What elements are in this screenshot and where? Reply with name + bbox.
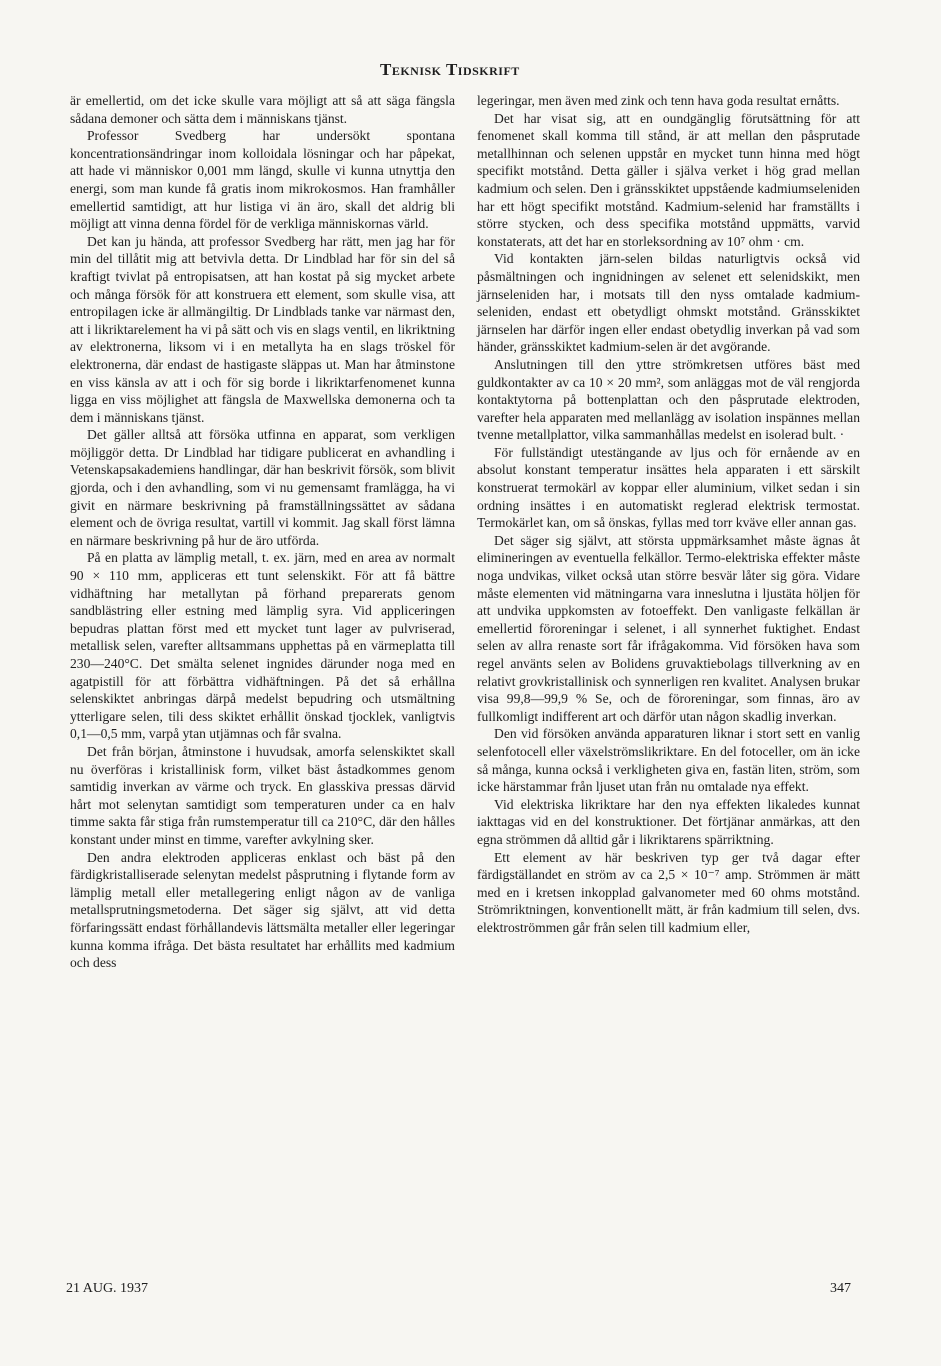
paragraph: Det gäller alltså att försöka utfinna en apparat, som verkligen möjliggör detta. Dr Lindblad har tidigare publicerat en avhandling i Vetenskapsakademiens handlingar, där han beskrivit försök, som blivit gjorda, och i den avhandling, som vi nu gemensamt framlägga, ha vi givit en närmare beskrivning på framställningssättet av sådana element och de övriga resultat, vartill vi kommit. Jag skall först lämna en närmare beskrivning på hur de äro utförda. (70, 427, 455, 548)
paragraph: Det har visat sig, att en oundgänglig förutsättning för att fenomenet skall komma till stånd, är att mellan den påsprutade metallhinnan och selenen uppstår en mycket tunn hinna med högt specifikt motstånd. Detta gäller i själva verket i hög grad mellan kadmium och selen. Den i gränsskiktet uppstående kadmiumseleniden har ett högt specifikt motstånd. Kadmium-selenid har framställts i större stycken, och dess specifika motstånd uppmätts, varvid konstaterats, att det har en storleksordning av 10⁷ ohm · cm. (477, 110, 860, 249)
paragraph: Ett element av här beskriven typ ger två dagar efter färdigställandet en ström av ca 2,5 × 10⁻⁷ amp. Strömmen är mätt med en i kretsen inkopplad galvanometer med 60 ohms motstånd. Strömriktningen, konventionellt mätt, är från kadmium till selen, dvs. elektroströmmen går från selen till kadmium eller, (477, 849, 860, 935)
paragraph: Anslutningen till den yttre strömkretsen utföres bäst med guldkontakter av ca 10 × 20 mm², som anläggas mot de väl rengjorda kontaktytorna på bottenplattan och den påsprutade elektroden, varefter hela apparaten med mellanlägg av isolation inspännes mellan tvenne metallplattor, vilka sammanhållas medelst en isolerad bult. · (477, 356, 860, 443)
paragraph: Den vid försöken använda apparaturen liknar i stort sett en vanlig selenfotocell eller växelströmslikriktare. En del fotoceller, om än icke så många, kunna också i verkligheten giva en, fastän liten, ström, som icke härstammar från ljuset utan från nu omtalade nya effekt. (477, 726, 860, 795)
running-header: Teknisk Tidskrift (380, 60, 520, 79)
paragraph: Den andra elektroden appliceras enklast och bäst på den färdigkristalliserade selenytan medelst påsprutning i flytande form av lämplig metall eller metallegering enligt någon av de vanliga metallsprutningsmetoderna. Det säger sig självt, att vid detta förfaringssätt endast förhållandevis lättsmälta metaller eller legeringar kunna komma ifråga. Det bästa resultatet har erhållits med kadmium och dess (70, 849, 455, 971)
paragraph: legeringar, men även med zink och tenn hava goda resultat ernåtts. (477, 93, 840, 108)
paragraph: Det säger sig självt, att största uppmärksamhet måste ägnas åt elimineringen av eventuella felkällor. Termo-elektriska effekter måste noga undvikas, vilket också utan större besvär låter sig göra. Vidare måste elementen vid mätningarna vara inneslutna i ljustäta höljen för att undvika uppkomsten av fotoeffekt. Den vanligaste felkällan är emellertid föroreningar i selenet, i all synnerhet fuktighet. Endast selen av allra renaste sort får ifrågakomma. Vid försöken hava som regel använts selen av Bolidens gruvaktiebolags tillverkning av en relativt grovkristallinisk och synnerligen ren kvalitet. Analysen brukar visa 99,8—99,9 % Se, och de föroreningar, som finnas, äro av fullkomligt indifferent art och därför utan någon skadlig inverkan. (477, 532, 860, 724)
left-column (70, 92, 455, 972)
paragraph: Professor Svedberg har undersökt spontana koncentrationsändringar inom kolloidala lösningar och har påpekat, att hade vi människor 0,001 mm längd, skulle vi kunna utnyttja den energi, som man kunde få gratis inom mikrokosmos. Han framhåller emellertid samtidigt, att hur listiga vi än äro, skall det aldrig bli möjligt att vinna denna fördel för de verkliga människornas värld. (70, 128, 455, 232)
issue-date: 21 AUG. 1937 (66, 1281, 149, 1296)
paragraph: är emellertid, om det icke skulle vara möjligt att så att säga fängsla sådana demoner och sätta dem i människans tjänst. (70, 93, 455, 126)
page-number: 347 (830, 1281, 851, 1296)
paragraph: På en platta av lämplig metall, t. ex. järn, med en area av normalt 90 × 110 mm, appliceras ett tunt selenskikt. För att få bättre vidhäftning har metallytan på förhand preparerats genom sandblästring eller estning med lämplig syra. Vid appliceringen bepudras plattan först med ett mycket tunt lager av pulvriserad, metallisk selen, varefter alltsammans upphettas på en värmeplatta till 230—240°C. Det smälta selenet ingnides därunder noga med en agatpistill för att förbättra vidhäftningen. På det så erhållna selenskiktet anbringas därpå medelst bepudring och utsmältning ytterligare selen, tili dess skiktet erhållit önskad tjocklek, vanligtvis 0,1—0,5 mm, varpå ytan utjämnas och får svalna. (70, 550, 455, 742)
paragraph: Vid elektriska likriktare har den nya effekten likaledes kunnat iakttagas vid en del konstruktioner. Det förtjänar anmärkas, att den egna strömmen då alltid går i likriktarens spärriktning. (477, 796, 860, 847)
paragraph: Det från början, åtminstone i huvudsak, amorfa selenskiktet skall nu överföras i kristallinisk form, vilket bäst åstadkommes genom samtidig inverkan av värme och tryck. En glasskiva pressas därvid hårt mot selenytan samtidigt som temperaturen under ca en halv timme sakta får stiga från rumstemperatur till ca 210°C, där den hålles konstant under minst en timme, varefter avkylning sker. (70, 743, 455, 847)
right-column (477, 92, 860, 937)
paragraph: Vid kontakten järn-selen bildas naturligtvis också vid påsmältningen och ingnidningen av selenet ett selenidskikt, men järnseleniden har, i motsats till den nyss omtalade kadmium-seleniden, endast ett obetydligt ohmskt motstånd. Gränsskiktet järnselen har därför ingen eller endast obetydlig inverkan på vad som händer, gränsskiktet kadmium-selen är det avgörande. (477, 251, 860, 355)
paragraph: För fullständigt utestängande av ljus och för ernående av en absolut konstant temperatur insättes hela apparaten i ett särskilt konstruerat termokärl av koppar eller aluminium, vilket sedan i sin ordning insättes i en automatiskt reglerad elektrisk termostat. Termokärlet kan, om så önskas, fyllas med torr kväve eller annan gas. (477, 444, 860, 531)
paragraph: Det kan ju hända, att professor Svedberg har rätt, men jag har för min del tillåtit mig att betvivla detta. Dr Lindblad har för sin del så kraftigt tvivlat på entropisatsen, att han kostat på sig mycket arbete och många försök för att konstruera ett element, som skulle visa, att entropilagen icke är allmängiltig. Dr Lindblads tanke var närmast den, att i likriktarelement ha vi på sätt och vis en slags ventil, en likriktning av elektronerna, liksom vi i en metallyta ha en slags tröskel för elektronerna, där endast de hastigaste släppas ut. Man har åtminstone en viss känsla av att i och för sig borde i likriktarfenomenet kunna ligga en viss möjlighet att fängsla de Maxwellska demonerna och ta dem i människans tjänst. (70, 233, 455, 425)
